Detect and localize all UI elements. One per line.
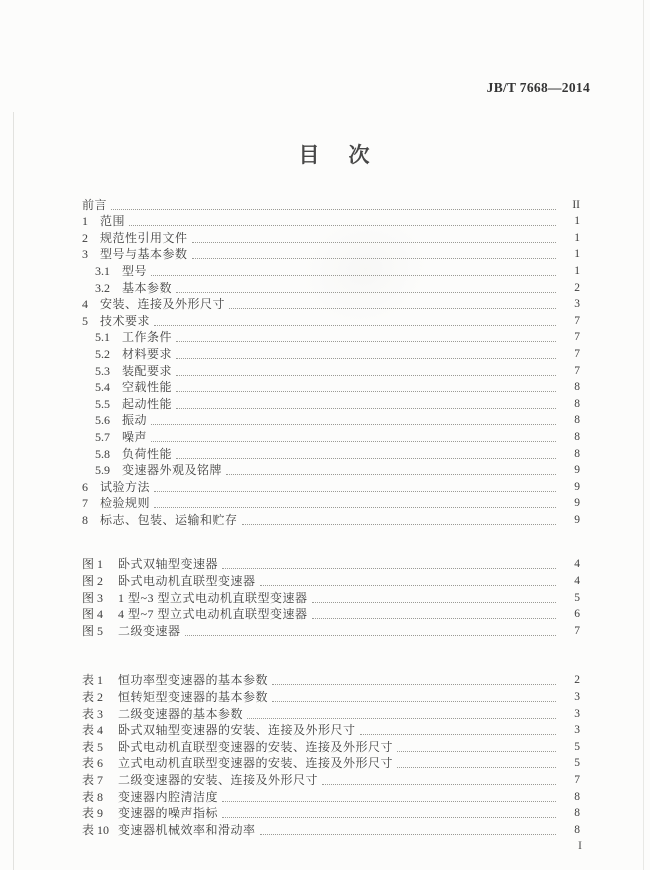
toc-leader-dots (247, 718, 556, 719)
toc-leader-dots (397, 767, 556, 768)
toc-entry-page: 3 (574, 691, 580, 704)
toc-entry-number: 5.1 (95, 330, 110, 345)
toc-leader-dots (260, 585, 556, 586)
toc-entry-number: 5.3 (95, 363, 110, 378)
toc-entry-number: 6 (82, 479, 88, 494)
toc-entry-page: 8 (574, 807, 580, 820)
toc-entry-label: 检验规则 (100, 496, 151, 511)
toc-entry (82, 510, 580, 527)
toc-entry-page: 5 (574, 591, 580, 604)
toc-entry (82, 737, 580, 754)
toc-entry-label: 变速器外观及铭牌 (122, 463, 223, 478)
toc-leader-dots (176, 458, 556, 459)
toc-entry (82, 721, 580, 738)
toc-leader-dots (272, 701, 556, 702)
toc-entry-page: 8 (574, 381, 580, 394)
toc-entry (82, 461, 580, 478)
toc-entry-label: 规范性引用文件 (100, 230, 188, 245)
toc-leader-dots (176, 292, 556, 293)
page-edge-right (643, 0, 644, 870)
toc-leader-dots (312, 602, 557, 603)
toc-leader-dots (154, 507, 556, 508)
toc-entry-number: 表 6 (82, 756, 104, 771)
toc-entry-page: 7 (574, 331, 580, 344)
toc-entry-page: 9 (574, 480, 580, 493)
toc-entry-page: 9 (574, 464, 580, 477)
toc-leader-dots (397, 751, 556, 752)
toc-entry-page: 1 (574, 264, 580, 277)
toc-entry (82, 195, 580, 212)
toc-entry-label: 恒功率型变速器的基本参数 (118, 673, 269, 688)
toc-entry-number: 表 5 (82, 739, 104, 754)
toc-entry-page: 1 (574, 215, 580, 228)
toc-entry (82, 261, 580, 278)
toc-entry (82, 671, 580, 688)
toc-entry (82, 411, 580, 428)
toc-leader-dots (222, 568, 556, 569)
toc-entry-label: 二级变速器 (118, 623, 181, 638)
toc-entry-page: 7 (574, 347, 580, 360)
toc-entry-page: 7 (574, 774, 580, 786)
toc-entry-page: 8 (574, 397, 580, 410)
table-of-contents (82, 195, 580, 837)
toc-leader-dots (360, 734, 556, 735)
toc-entry-label: 变速器机械效率和滑动率 (118, 822, 256, 837)
toc-entry (82, 361, 580, 378)
toc-entry-number: 表 9 (82, 806, 104, 821)
toc-leader-dots (176, 341, 556, 342)
toc-leader-dots (192, 242, 556, 243)
toc-leader-dots (176, 391, 556, 392)
toc-entry-page: 5 (574, 740, 580, 753)
toc-entry-number: 5.9 (95, 463, 110, 478)
folio-page-number: I (578, 838, 582, 852)
toc-entry (82, 328, 580, 345)
toc-entry-number: 1 (82, 214, 88, 229)
toc-entry-number: 图 5 (82, 623, 104, 638)
toc-entry-number: 8 (82, 512, 88, 527)
toc-entry (82, 311, 580, 328)
toc-leader-dots (222, 801, 556, 802)
toc-leader-dots (312, 618, 557, 619)
toc-leader-dots (185, 635, 556, 636)
toc-entry (82, 378, 580, 395)
toc-entry-page: 9 (574, 513, 580, 526)
toc-entry-number: 表 2 (82, 690, 104, 705)
toc-entry (82, 787, 580, 804)
toc-entry-label: 装配要求 (122, 363, 173, 378)
toc-leader-dots (226, 474, 556, 475)
toc-entry-label: 卧式电动机直联型变速器的安装、连接及外形尺寸 (118, 739, 394, 754)
toc-leader-dots (151, 424, 556, 425)
toc-entry (82, 704, 580, 721)
toc-entry-label: 振动 (122, 413, 148, 428)
toc-entry-number: 表 4 (82, 723, 104, 738)
page-title: 目 次 (298, 144, 374, 167)
toc-section-main (82, 195, 580, 527)
toc-leader-dots (229, 308, 556, 309)
toc-entry-page: 2 (574, 674, 580, 687)
toc-entry-number: 表 10 (82, 822, 110, 837)
toc-leader-dots (192, 258, 556, 259)
toc-entry-number: 表 1 (82, 673, 104, 688)
toc-entry-number: 图 4 (82, 607, 104, 622)
toc-entry (82, 770, 580, 787)
toc-section-tables (82, 671, 580, 837)
toc-leader-dots (272, 684, 556, 685)
toc-entry-label: 卧式双轴型变速器 (118, 557, 219, 572)
toc-entry-page: 4 (574, 575, 580, 588)
toc-entry-number: 图 2 (82, 574, 104, 589)
toc-leader-dots (176, 358, 556, 359)
toc-entry-number: 3.2 (95, 280, 110, 295)
toc-entry-label: 立式电动机直联型变速器的安装、连接及外形尺寸 (118, 756, 394, 771)
toc-leader-dots (151, 441, 556, 442)
toc-entry (82, 621, 580, 638)
toc-leader-dots (154, 491, 556, 492)
toc-leader-dots (242, 524, 556, 525)
toc-entry-label: 基本参数 (122, 280, 173, 295)
toc-entry-number: 5 (82, 313, 88, 328)
toc-entry-page: 1 (574, 231, 580, 244)
toc-entry (82, 555, 580, 572)
toc-leader-dots (260, 834, 556, 835)
toc-entry (82, 212, 580, 229)
toc-entry-page: 2 (574, 281, 580, 294)
toc-leader-dots (322, 784, 556, 785)
toc-entry (82, 278, 580, 295)
toc-leader-dots (154, 325, 556, 326)
toc-entry-number: 表 8 (82, 789, 104, 804)
toc-entry (82, 605, 580, 622)
toc-leader-dots (111, 209, 556, 210)
toc-leader-dots (222, 817, 556, 818)
toc-entry (82, 394, 580, 411)
toc-entry (82, 477, 580, 494)
page-edge-left (13, 112, 14, 870)
toc-entry-page: 9 (574, 497, 580, 510)
toc-entry-page: 7 (574, 624, 580, 637)
toc-entry-number: 5.8 (95, 446, 110, 461)
toc-entry-label: 前言 (82, 197, 108, 212)
toc-entry-page: 4 (574, 558, 580, 571)
toc-entry-number: 2 (82, 230, 88, 245)
toc-entry-label: 变速器的噪声指标 (118, 806, 219, 821)
toc-entry (82, 571, 580, 588)
toc-entry (82, 344, 580, 361)
toc-entry (82, 228, 580, 245)
toc-entry (82, 754, 580, 771)
toc-entry-label: 型号与基本参数 (100, 247, 188, 262)
toc-entry-label: 工作条件 (122, 330, 173, 345)
standard-number: JB/T 7668—2014 (486, 80, 590, 95)
toc-entry-label: 变速器内腔清洁度 (118, 789, 219, 804)
toc-entry-number: 5.2 (95, 346, 110, 361)
toc-entry-label: 卧式电动机直联型变速器 (118, 574, 256, 589)
toc-entry-label: 范围 (100, 214, 126, 229)
toc-entry-label: 起动性能 (122, 396, 173, 411)
toc-entry (82, 820, 580, 837)
toc-entry-number: 图 1 (82, 557, 104, 572)
toc-entry-page: 8 (574, 430, 580, 443)
toc-entry-label: 卧式双轴型变速器的安装、连接及外形尺寸 (118, 723, 356, 738)
toc-leader-dots (176, 375, 556, 376)
toc-entry-number: 3 (82, 247, 88, 262)
toc-entry-label: 二级变速器的安装、连接及外形尺寸 (118, 773, 319, 787)
toc-entry-page: 3 (574, 707, 580, 720)
toc-entry-page: 3 (574, 724, 580, 737)
toc-entry-page: 5 (574, 757, 580, 770)
toc-entry (82, 427, 580, 444)
toc-entry-number: 表 7 (82, 773, 104, 787)
toc-entry-number: 4 (82, 297, 88, 312)
toc-entry-page: II (572, 198, 580, 211)
toc-entry (82, 494, 580, 511)
toc-entry-label: 二级变速器的基本参数 (118, 706, 244, 721)
toc-entry-page: 8 (574, 790, 580, 803)
toc-entry-number: 表 3 (82, 706, 104, 721)
toc-entry-number: 3.1 (95, 263, 110, 278)
toc-entry-label: 材料要求 (122, 346, 173, 361)
toc-entry-page: 8 (574, 414, 580, 427)
toc-entry-label: 恒转矩型变速器的基本参数 (118, 690, 269, 705)
toc-entry-number: 5.6 (95, 413, 110, 428)
toc-entry-label: 1 型~3 型立式电动机直联型变速器 (118, 590, 308, 605)
toc-entry-label: 噪声 (122, 429, 148, 444)
toc-entry-label: 标志、包装、运输和贮存 (100, 512, 238, 527)
toc-entry (82, 687, 580, 704)
toc-entry-label: 技术要求 (100, 313, 151, 328)
toc-entry-number: 5.7 (95, 429, 110, 444)
toc-entry (82, 444, 580, 461)
toc-entry-label: 型号 (122, 263, 148, 278)
toc-entry-number: 图 3 (82, 590, 104, 605)
toc-leader-dots (151, 275, 556, 276)
toc-leader-dots (129, 225, 556, 226)
toc-entry-page: 3 (574, 298, 580, 311)
toc-entry (82, 804, 580, 821)
toc-entry-number: 7 (82, 496, 88, 511)
toc-entry-page: 1 (574, 248, 580, 261)
toc-entry-page: 8 (574, 823, 580, 836)
toc-entry-page: 7 (574, 364, 580, 377)
toc-entry-page: 6 (574, 608, 580, 621)
toc-entry-number: 5.5 (95, 396, 110, 411)
toc-entry-label: 安装、连接及外形尺寸 (100, 297, 226, 312)
toc-entry-label: 试验方法 (100, 479, 151, 494)
toc-entry-page: 8 (574, 447, 580, 460)
toc-entry-number: 5.4 (95, 380, 110, 395)
toc-entry-label: 4 型~7 型立式电动机直联型变速器 (118, 607, 308, 622)
toc-entry-page: 7 (574, 314, 580, 327)
toc-entry (82, 295, 580, 312)
toc-entry-label: 空载性能 (122, 380, 173, 395)
toc-section-figures (82, 555, 580, 638)
toc-entry (82, 588, 580, 605)
toc-entry (82, 245, 580, 262)
toc-leader-dots (176, 408, 556, 409)
toc-entry-label: 负荷性能 (122, 446, 173, 461)
